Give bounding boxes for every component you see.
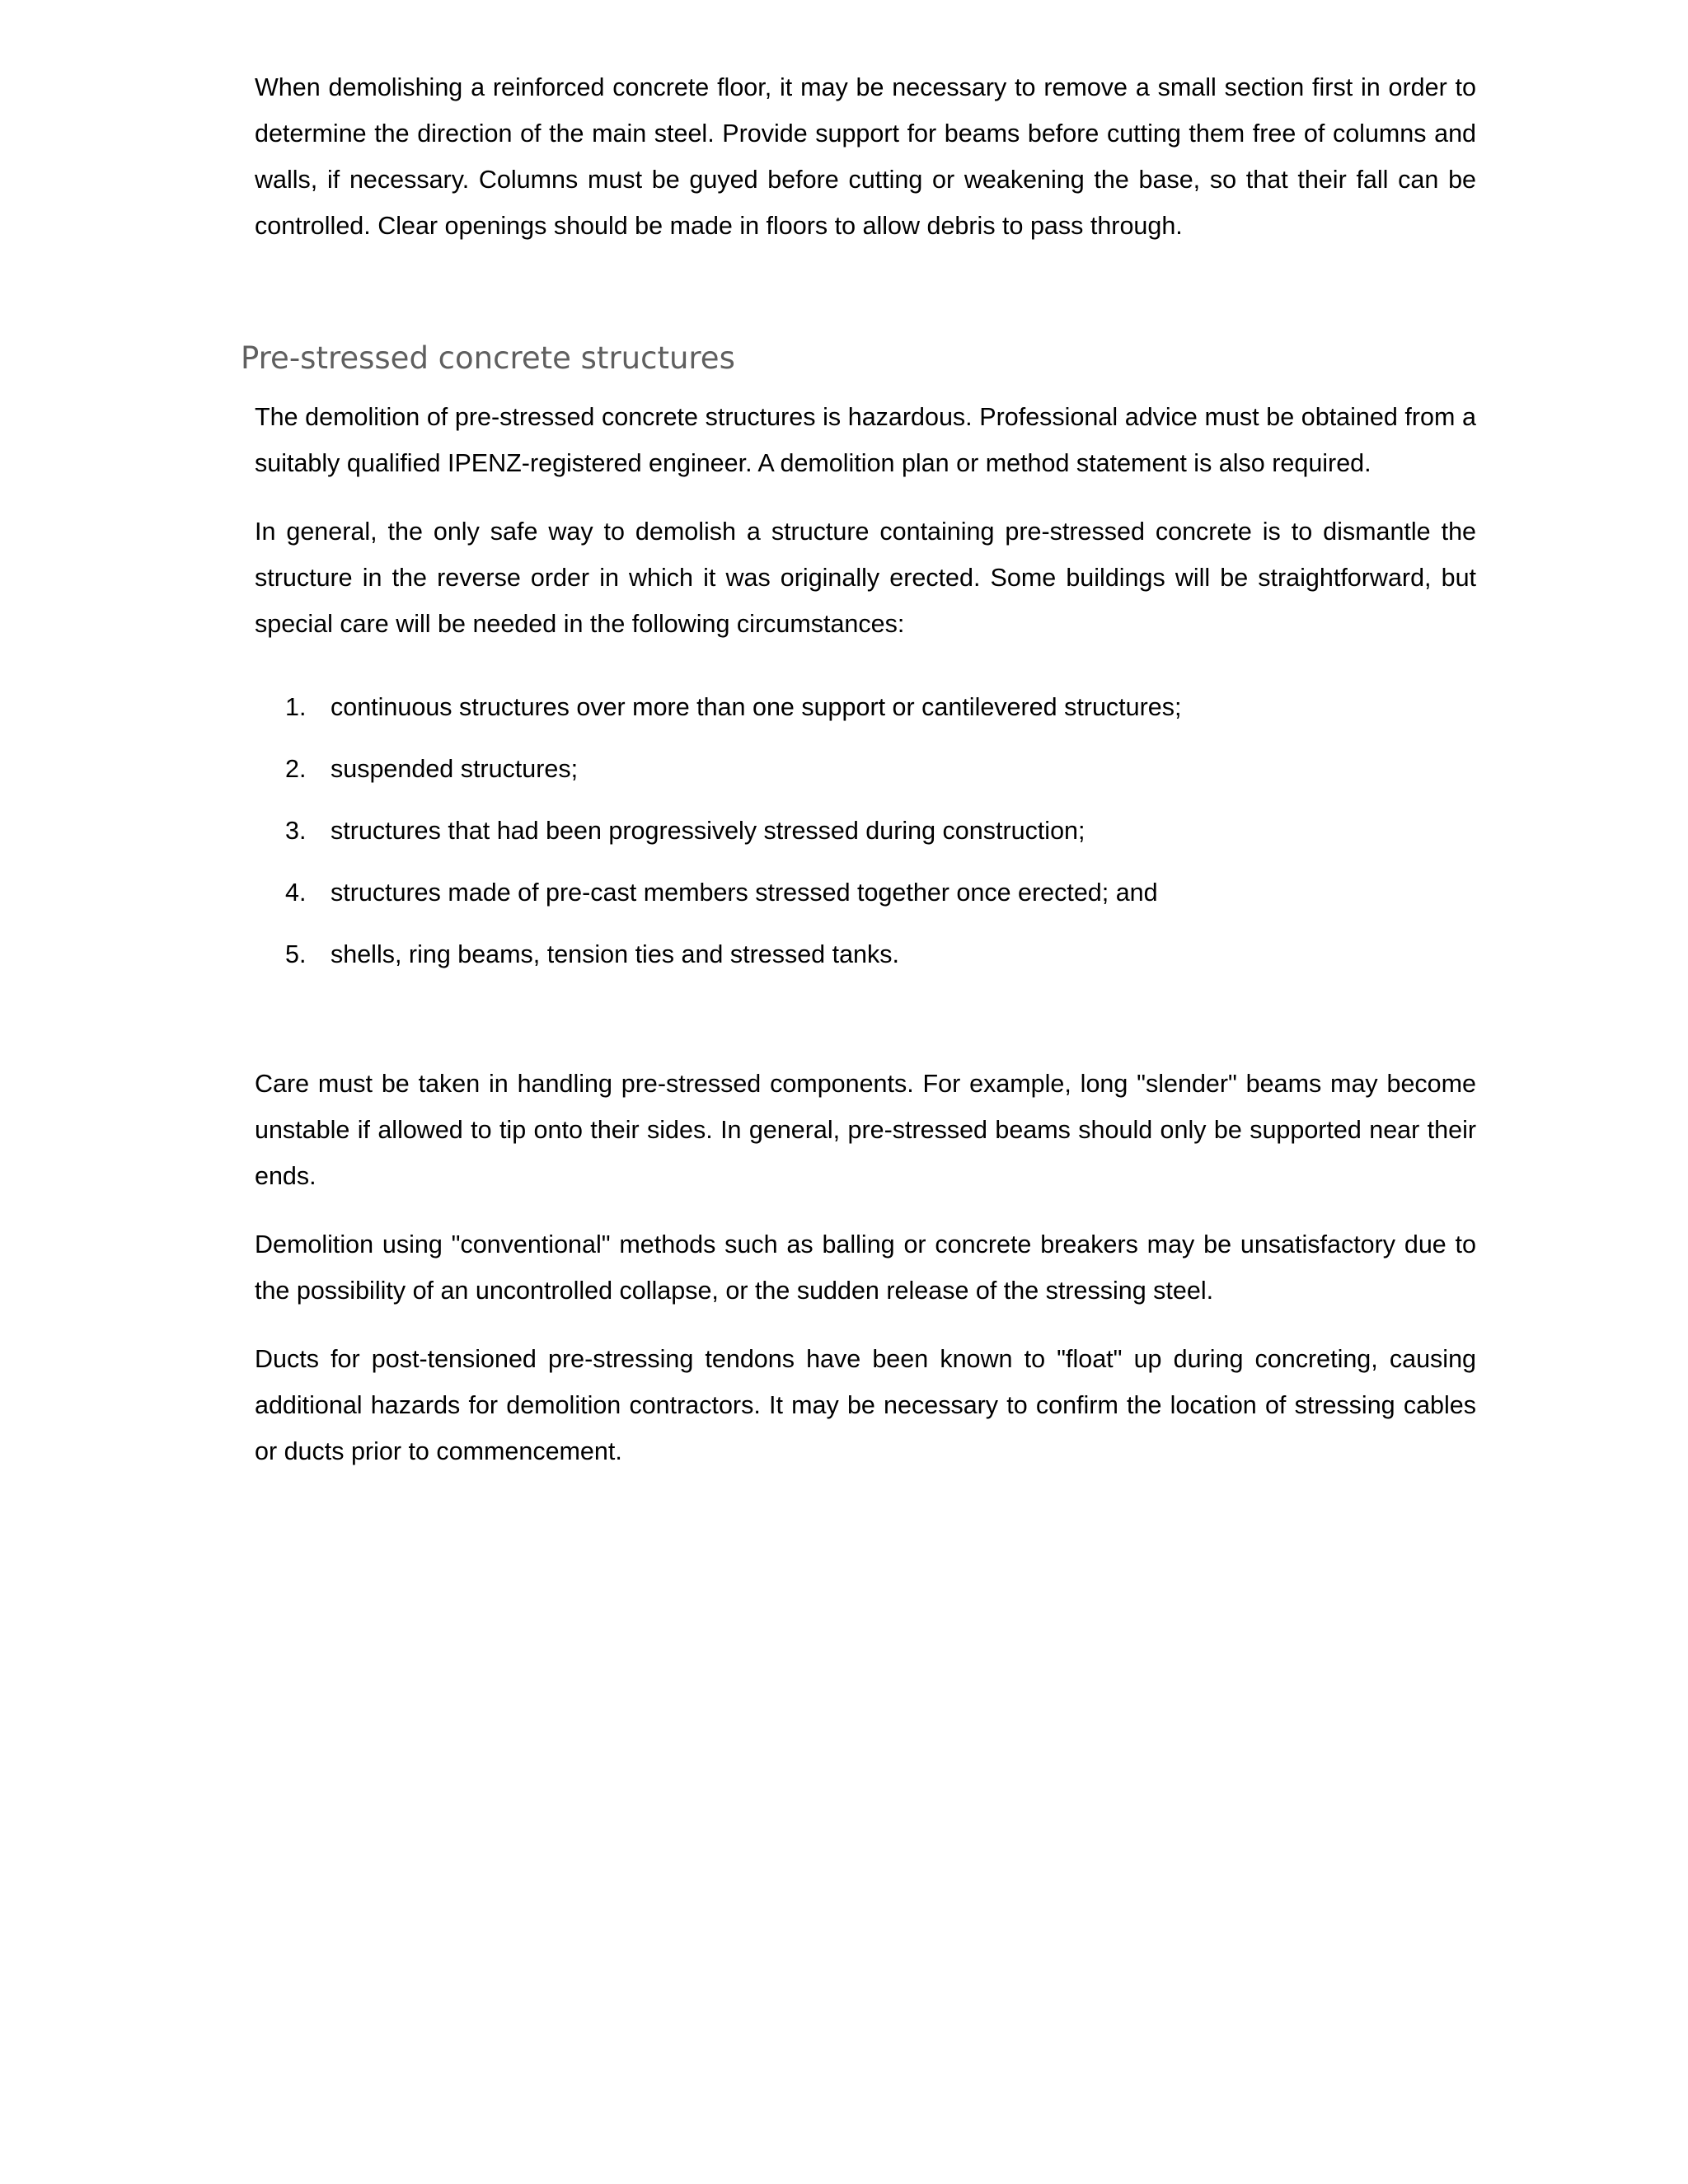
list-item bbox=[255, 808, 1476, 869]
list-item-text: structures made of pre-cast members stressed together once erected; and bbox=[331, 879, 1158, 907]
intro-paragraph: When demolishing a reinforced concrete floor, it may be necessary to remove a small section first in order to determine the direction of the main steel. Provide support for beams before cutting them free of columns and walls, if necessary. Columns must be guyed before cutting or weakening the base, so that their fall can be controlled. Clear openings should be made in floors to allow debris to pass through. bbox=[255, 73, 1476, 240]
list-item bbox=[255, 746, 1476, 808]
list-item bbox=[255, 684, 1476, 746]
section-paragraph-2: In general, the only safe way to demolish a structure containing pre-stressed concrete is to dismantle the structure in the reverse order in which it was originally erected. Some buildings will be straightforward, but special care will be needed in the following circumstances: bbox=[255, 518, 1476, 638]
list-item-number: 3. bbox=[285, 817, 307, 845]
section-paragraph-3: Care must be taken in handling pre-stressed components. For example, long "slender" beams may become unstable if allowed to tip onto their sides. In general, pre-stressed beams should only be supported near their ends. bbox=[255, 1070, 1476, 1190]
section-heading: Pre-stressed concrete structures bbox=[241, 340, 735, 376]
circumstances-list bbox=[255, 684, 1476, 993]
list-item-number: 1. bbox=[285, 693, 307, 721]
section-paragraph-4: Demolition using "conventional" methods such as balling or concrete breakers may be unsatisfactory due to the possibility of an uncontrolled collapse, or the sudden release of the stressing steel. bbox=[255, 1230, 1476, 1305]
list-item-number: 4. bbox=[285, 879, 307, 907]
list-item bbox=[255, 931, 1476, 993]
list-item-text: suspended structures; bbox=[331, 755, 579, 783]
list-item-text: continuous structures over more than one support or cantilevered structures; bbox=[331, 693, 1182, 721]
section-paragraph-5: Ducts for post-tensioned pre-stressing tendons have been known to "float" up during concreting, causing additional hazards for demolition contractors. It may be necessary to confirm the location of stressing cables or ducts prior to commencement. bbox=[255, 1345, 1476, 1465]
list-item-number: 2. bbox=[285, 755, 307, 783]
list-item-number: 5. bbox=[285, 940, 307, 968]
section-paragraph-1: The demolition of pre-stressed concrete structures is hazardous. Professional advice must be obtained from a suitably qualified IPENZ-registered engineer. A demolition plan or method statement is also required. bbox=[255, 403, 1476, 477]
list-item-text: structures that had been progressively stressed during construction; bbox=[331, 817, 1085, 845]
list-item-text: shells, ring beams, tension ties and stressed tanks. bbox=[331, 940, 899, 968]
list-item bbox=[255, 869, 1476, 931]
